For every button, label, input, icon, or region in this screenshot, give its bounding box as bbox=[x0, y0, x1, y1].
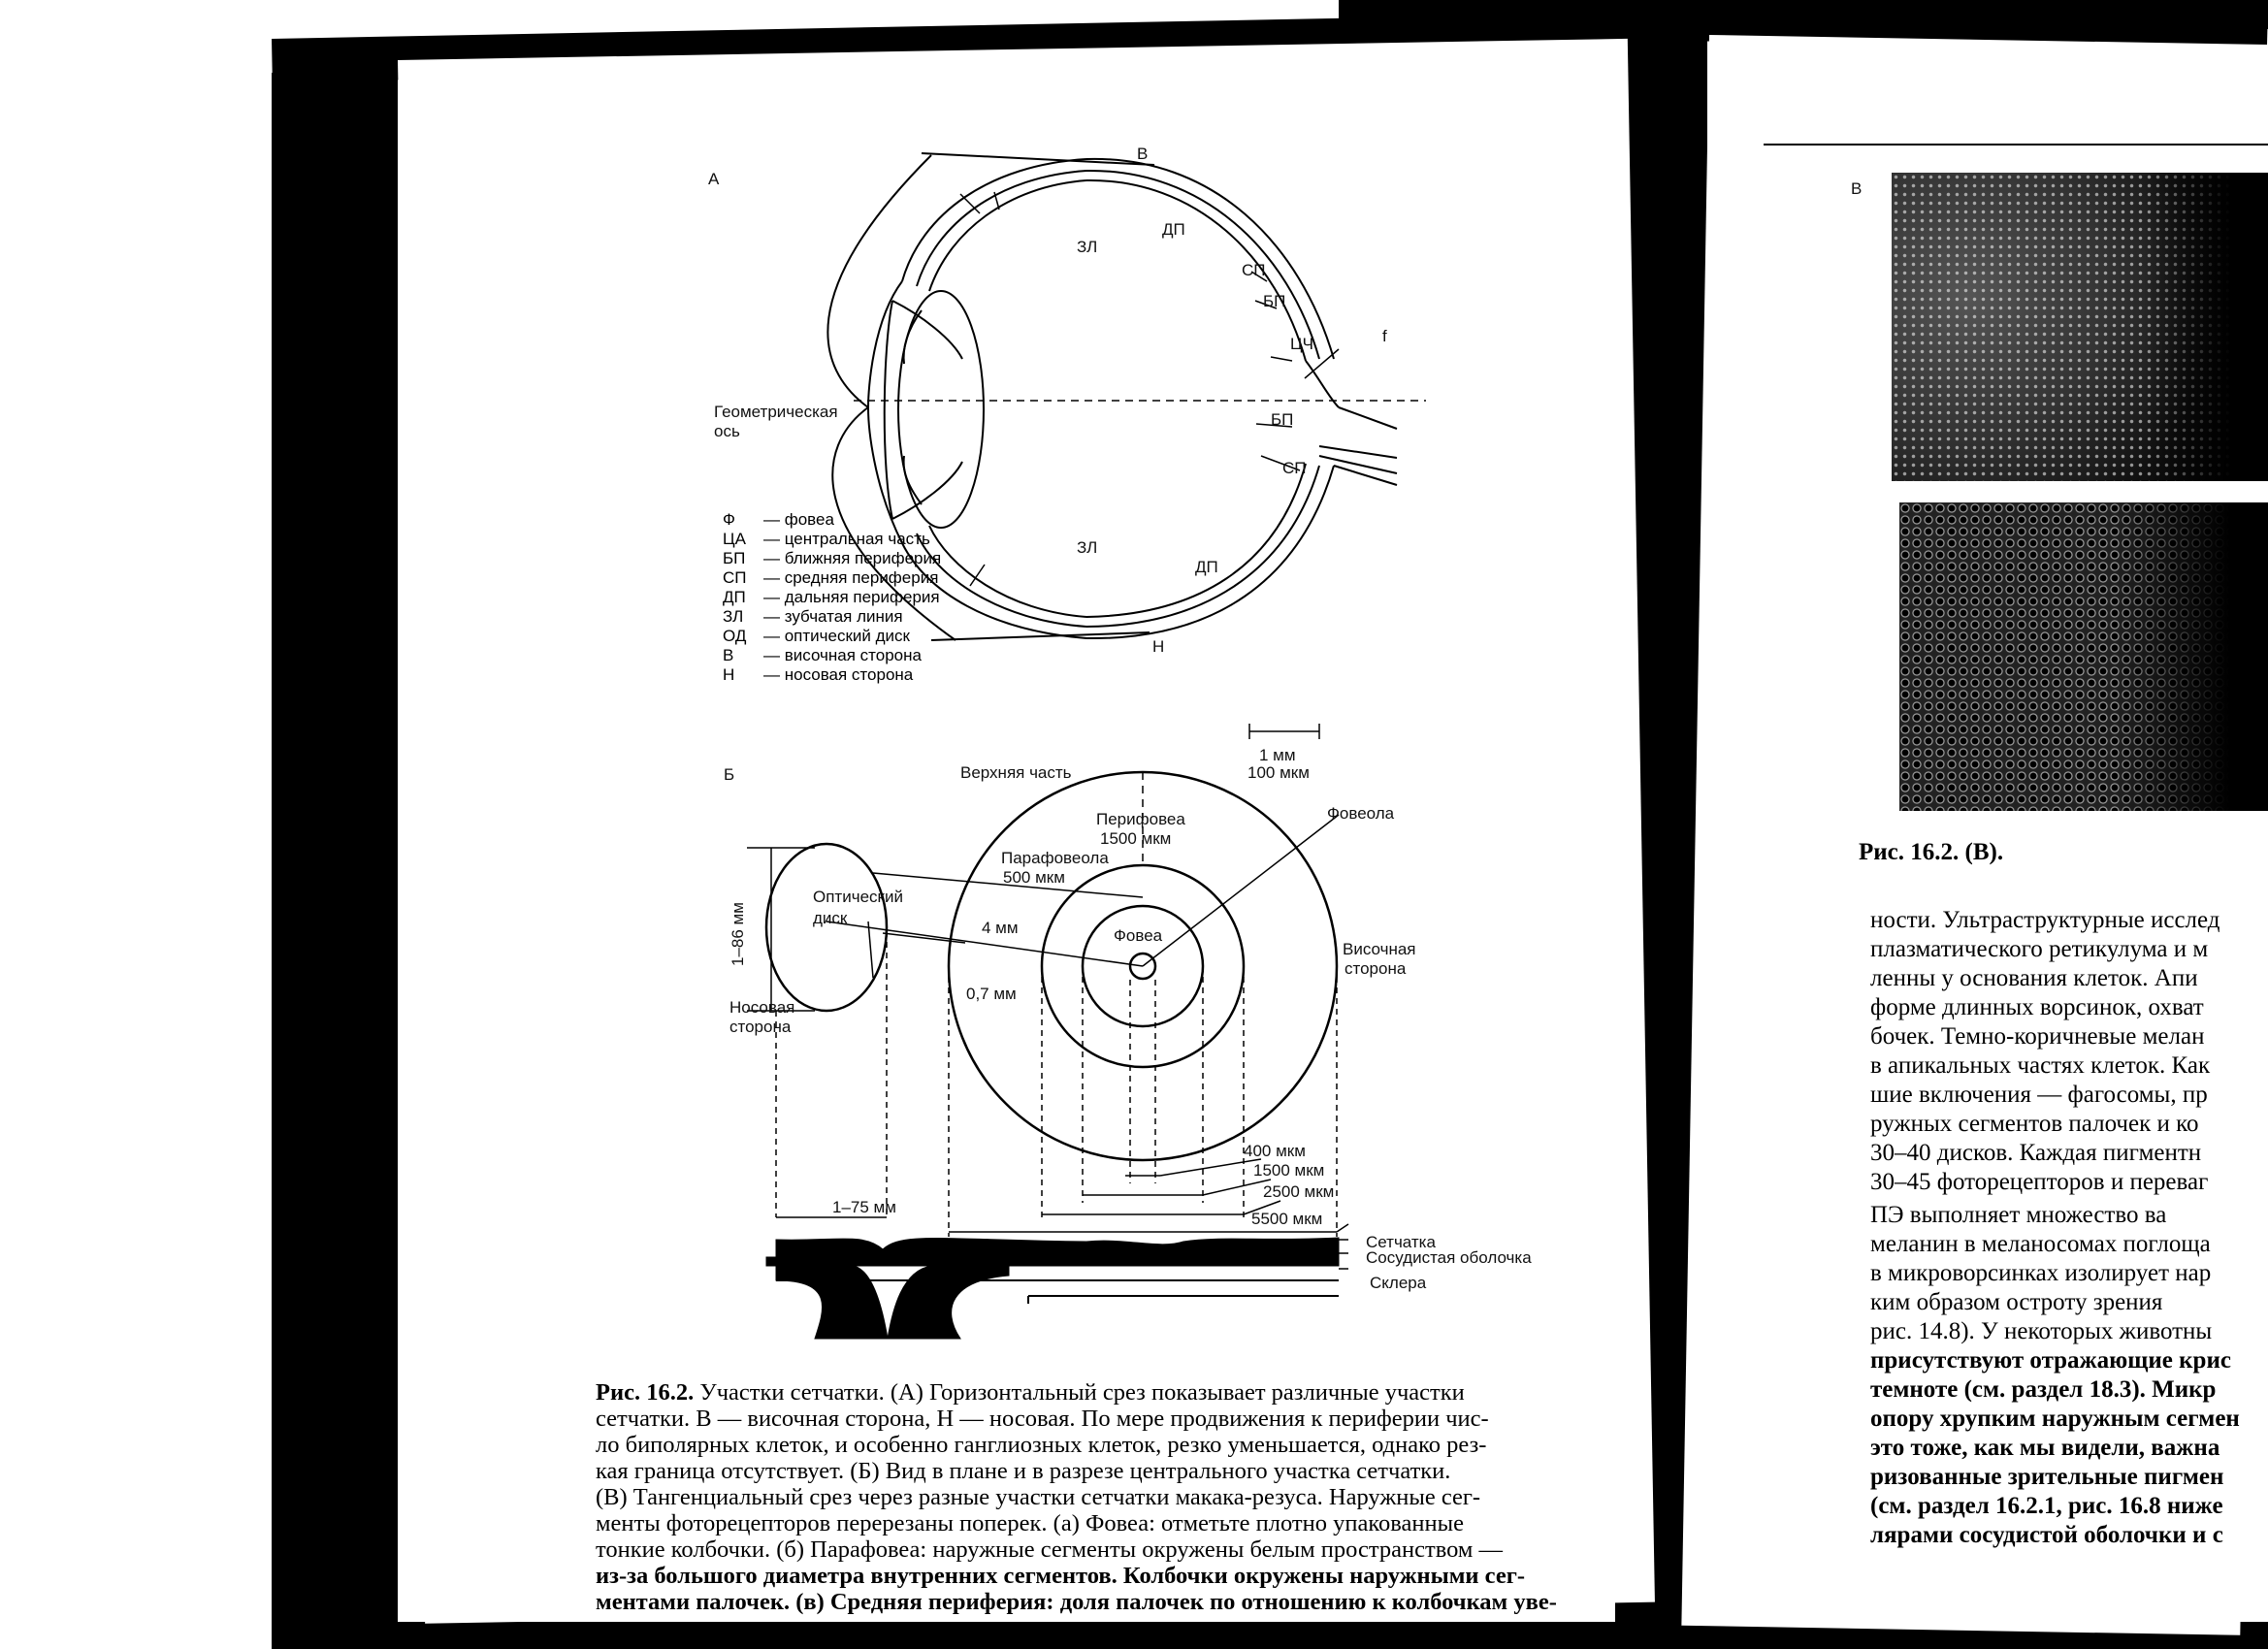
micrograph-bottom bbox=[1899, 502, 2268, 811]
top-part-label: Верхняя часть bbox=[960, 763, 1072, 782]
right-caption: Рис. 16.2. (В). bbox=[1859, 839, 2004, 865]
scale-label-2: 100 мкм bbox=[1247, 763, 1310, 782]
temporal-side-label-2: сторона bbox=[1345, 959, 1407, 978]
label-sp-bottom: СП bbox=[1282, 459, 1307, 477]
nasal-side-label-2: сторона bbox=[729, 1018, 792, 1036]
optic-disc-label-1: Оптический bbox=[813, 888, 903, 906]
micro-panel-label: В bbox=[1851, 179, 1863, 198]
label-f: f bbox=[1382, 327, 1387, 345]
foveola-label: Фовеола bbox=[1327, 804, 1395, 823]
label-dp-top: ДП bbox=[1162, 220, 1185, 239]
temporal-side-label-1: Височная bbox=[1343, 940, 1416, 958]
scan-border-left bbox=[272, 47, 398, 1649]
fovea-label: Фовеа bbox=[1114, 926, 1163, 945]
layer-sclera-label: Склера bbox=[1370, 1274, 1427, 1292]
perifovea-label-1: Перифовеа bbox=[1096, 810, 1185, 828]
geo-axis-label-2: ось bbox=[714, 422, 740, 440]
size-186-label: 1–86 мм bbox=[729, 902, 747, 966]
width-175-label: 1–75 мм bbox=[832, 1198, 896, 1216]
parafoveola-label-1: Парафовеола bbox=[1001, 849, 1109, 867]
layer-retina-label: Сетчатка bbox=[1366, 1233, 1436, 1251]
layer-choroid-label: Сосудистая оболочка bbox=[1366, 1248, 1532, 1267]
label-b-top: В bbox=[1137, 145, 1149, 163]
panel-b-label: Б bbox=[724, 765, 735, 784]
scale-label-1: 1 мм bbox=[1259, 746, 1296, 764]
micrograph-top bbox=[1892, 173, 2268, 481]
label-bp-bottom: БП bbox=[1271, 410, 1294, 429]
parafoveola-label-2: 500 мкм bbox=[1003, 868, 1065, 887]
dist-4mm-label: 4 мм bbox=[982, 919, 1019, 937]
perifovea-label-2: 1500 мкм bbox=[1100, 829, 1172, 848]
label-zl-bottom: ЗЛ bbox=[1077, 538, 1098, 557]
width-5500-label: 5500 мкм bbox=[1251, 1210, 1323, 1228]
width-2500-label: 2500 мкм bbox=[1263, 1182, 1335, 1201]
label-zl-top: ЗЛ bbox=[1077, 238, 1098, 256]
label-bp-top: БП bbox=[1263, 292, 1286, 310]
right-page-rule bbox=[1764, 144, 2268, 146]
nasal-side-label-1: Носовая bbox=[729, 998, 795, 1017]
optic-disc-label-2: диск bbox=[813, 909, 848, 927]
label-dp-bottom: ДП bbox=[1195, 558, 1218, 576]
width-1500-label: 1500 мкм bbox=[1253, 1161, 1325, 1180]
label-cch: ЦЧ bbox=[1290, 335, 1313, 353]
label-sp-top: СП bbox=[1242, 261, 1266, 279]
width-400-label: 400 мкм bbox=[1244, 1142, 1306, 1160]
panel-a-label: А bbox=[708, 170, 720, 188]
dist-07mm-label: 0,7 мм bbox=[966, 985, 1017, 1003]
label-h-bottom: Н bbox=[1152, 637, 1165, 656]
geo-axis-label-1: Геометрическая bbox=[714, 403, 838, 421]
